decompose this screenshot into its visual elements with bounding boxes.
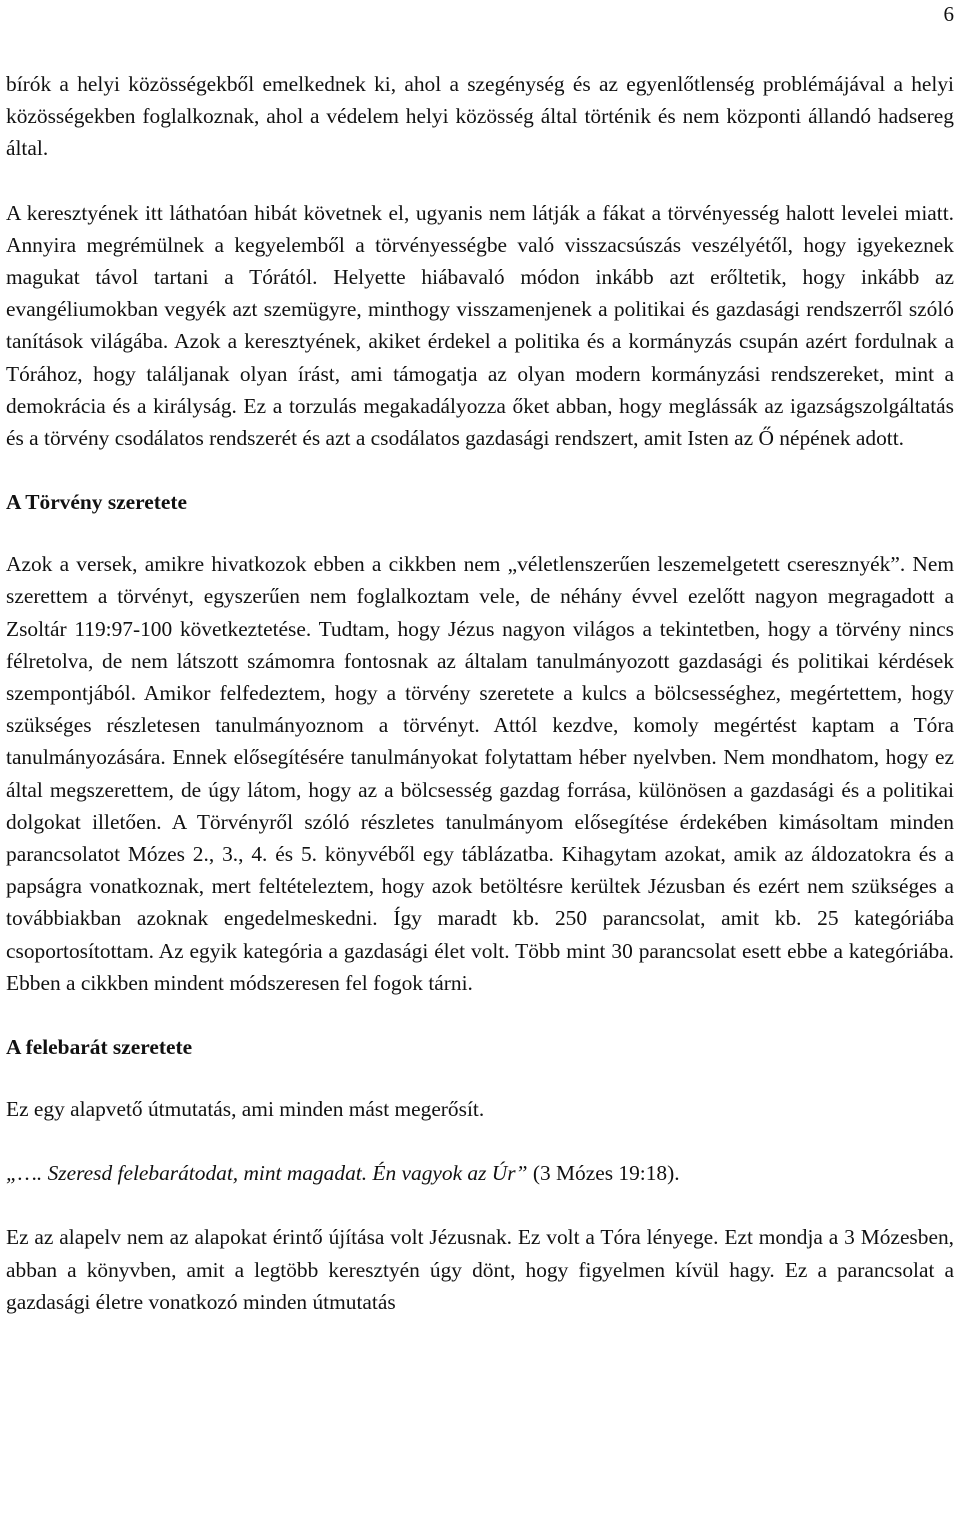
paragraph-intro: Ez egy alapvető útmutatás, ami minden mást megerősít. [6,1097,485,1122]
paragraph-christians-torah: A keresztyének itt láthatóan hibát követnek el, ugyanis nem látják a fákat a törvényesség halott levelei miatt. Annyira megrémülnek a kegyelemből a törvényességbe való visszacsúszás veszélyétől, hogy igyekeznek magukat távol tartani a Tórától. Helyette hiábavaló módon inkább azt erőltetik, hogy inkább az evangéliumokban vegyék azt szemügyre, minthogy visszamenjenek a politikai és gazdasági rendszerről szóló tanítások világába. Azok a keresztyének, akiket érdekel a politika és a kormányzás csupán azért fordulnak a Tórához, hogy találjanak olyan írást, ami támogatja az olyan modern kormányzási rendszereket, mint a demokrácia és a királyság. Ez a torzulás megakadályozza őket abban, hogy meglássák az igazságszolgáltatás és a törvény csodálatos rendszerét és azt a csodálatos gazdasági rendszert, amit Isten az Ő népének adott. [6,200,954,451]
page-number: 6 [943,2,954,26]
paragraph-continued: bírók a helyi közösségekből emelkednek ki, ahol a szegénység és az egyenlőtlenség problémájával a helyi közösségekben foglalkoznak, ahol a védelem helyi közösség által történik és nem központi állandó hadsereg által. [6,72,954,161]
section-heading-love-of-neighbour: A felebarát szeretete [6,1035,193,1060]
quote-text: „…. Szeresd felebarátodat, mint magadat. Én vagyok az Úr” [6,1161,528,1186]
bible-quote [6,1157,954,1189]
section-heading-love-of-law: A Törvény szeretete [6,490,187,515]
quote-reference: (3 Mózes 19:18). [527,1161,680,1186]
paragraph-love-of-law: Azok a versek, amikre hivatkozok ebben a cikkben nem „véletlenszerűen leszemelgetett cseresznyék”. Nem szerettem a törvényt, egyszerűen nem foglalkoztam vele, de néhány évvel ezelőtt nagyon megragadott a Zsoltár 119:97-100 következtetése. Tudtam, hogy Jézus nagyon világos a tekintetben, hogy a törvény nincs félretolva, de nem látszott számomra fontosnak az általam tanulmányozott gazdasági és politikai kérdések szempontjából. Amikor felfedeztem, hogy a törvény szeretete a kulcs a bölcsességhez, megértettem, hogy szükséges részletesen tanulmányoznom a törvényt. Attól kezdve, komoly megértést kaptam a Tóra tanulmányozására. Ennek elősegítésére tanulmányokat folytattam héber nyelvben. Nem mondhatom, hogy ez által megszerettem, de úgy látom, hogy az a bölcsesség gazdag forrása, különösen a gazdasági és a politikai dolgokat illetően. A Törvényről szóló részletes tanulmányom elősegítése érdekében kimásoltam minden parancsolatot Mózes 2., 3., 4. és 5. könyvéből egy táblázatba. Kihagytam azokat, amik az áldozatokra és a papságra vonatkoznak, mert feltételeztem, hogy azok betöltésre kerültek Jézusban és ezért nem szükséges a továbbiakban azoknak engedelmeskedni. Így maradt kb. 250 parancsolat, amit kb. 25 kategóriába csoportosítottam. Az egyik kategória a gazdasági élet volt. Több mint 30 parancsolat esett ebbe a kategóriába. Ebben a cikkben mindent módszeresen fel fogok tárni. [6,552,954,995]
page-content [6,68,954,1318]
paragraph-principle: Ez az alapelv nem az alapokat érintő újítása volt Jézusnak. Ez volt a Tóra lényege. Ezt mondja a 3 Mózesben, abban a könyvben, amit a legtöbb keresztyén úgy dönt, hogy figyelmen kívül hagy. Ez a parancsolat a gazdasági életre vonatkozó minden útmutatás [6,1225,954,1314]
